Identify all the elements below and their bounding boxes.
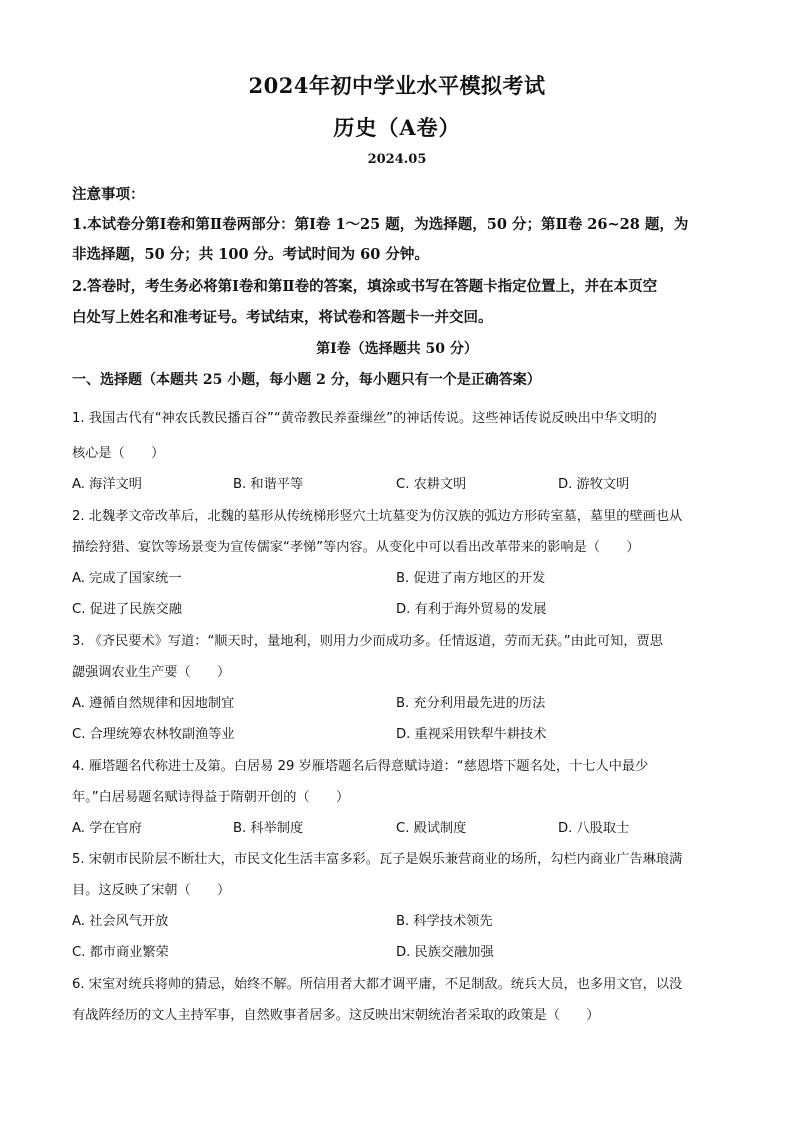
question-2-line-2: 描绘狩猎、宴饮等场景变为宣传儒家“孝悌”等内容。从变化中可以看出改革带来的影响是（ ） (72, 540, 640, 555)
question-4-option-b: B. 科举制度 (233, 821, 304, 836)
note-1-line-1: 1.本试卷分第Ⅰ卷和第Ⅱ卷两部分：第Ⅰ卷 1～25 题，为选择题，50 分；第Ⅱ卷 26~28 题，为 (72, 216, 689, 233)
note-2-line-1: 2.答卷时，考生务必将第Ⅰ卷和第Ⅱ卷的答案，填涂或书写在答题卡指定位置上，并在本页空 (72, 278, 658, 295)
question-3-line-1: 3. 《齐民要术》写道：“顺天时，量地利，则用力少而成功多。任情返道，劳而无获。”由此可知，贾思 (72, 634, 663, 649)
question-6-line-2: 有战阵经历的文人主持军事，自然败事者居多。这反映出宋朝统治者采取的政策是（ ） (72, 1008, 600, 1023)
question-3-line-2: 勰强调农业生产要（ ） (72, 665, 231, 680)
question-4-line-1: 4. 雁塔题名代称进士及第。白居易 29 岁雁塔题名后得意赋诗道：“慈恩塔下题名处，十七人中最少 (72, 759, 649, 774)
section-subtitle: 一、选择题（本题共 25 小题，每小题 2 分，每小题只有一个是正确答案） (72, 372, 541, 388)
question-3-option-c: C. 合理统筹农林牧副渔等业 (72, 727, 235, 742)
notes-heading: 注意事项： (72, 186, 145, 203)
question-5-option-a: A. 社会风气开放 (72, 914, 169, 929)
question-3-option-d: D. 重视采用铁犁牛耕技术 (396, 727, 547, 742)
question-2-option-d: D. 有利于海外贸易的发展 (396, 602, 547, 617)
question-3-option-a: A. 遵循自然规律和因地制宜 (72, 696, 235, 711)
question-3-option-b: B. 充分利用最先进的历法 (396, 696, 546, 711)
question-5-option-d: D. 民族交融加强 (396, 945, 494, 960)
question-4-option-d: D. 八股取士 (558, 821, 630, 836)
note-1-line-2: 非选择题，50 分；共 100 分。考试时间为 60 分钟。 (72, 246, 429, 263)
question-5-option-c: C. 都市商业繁荣 (72, 945, 169, 960)
section-title: 第Ⅰ卷（选择题共 50 分） (316, 341, 478, 357)
note-2-line-2: 白处写上姓名和准考证号。考试结束，将试卷和答题卡一并交回。 (72, 309, 493, 326)
question-5-line-1: 5. 宋朝市民阶层不断壮大，市民文化生活丰富多彩。瓦子是娱乐兼营商业的场所，勾栏内商业广告琳琅满 (72, 852, 683, 867)
question-2-option-a: A. 完成了国家统一 (72, 571, 182, 586)
question-1-option-b: B. 和谐平等 (233, 477, 304, 492)
question-1-line-2: 核心是（ ） (72, 446, 165, 461)
question-5-line-2: 目。这反映了宋朝（ ） (72, 883, 231, 898)
question-6-line-1: 6. 宋室对统兵将帅的猜忌，始终不解。所信用者大都才调平庸，不足制敌。统兵大员，也多用文官，以没 (72, 977, 683, 992)
question-2-option-c: C. 促进了民族交融 (72, 602, 182, 617)
question-4-option-a: A. 学在官府 (72, 821, 142, 836)
question-1-option-d: D. 游牧文明 (558, 477, 630, 492)
exam-subject: 历史（A卷） (333, 115, 461, 140)
question-2-option-b: B. 促进了南方地区的开发 (396, 571, 546, 586)
exam-title: 2024年初中学业水平模拟考试 (248, 73, 546, 98)
question-4-line-2: 年。”白居易题名赋诗得益于隋朝开创的（ ） (72, 790, 350, 805)
question-1-option-c: C. 农耕文明 (396, 477, 467, 492)
question-1-option-a: A. 海洋文明 (72, 477, 142, 492)
question-1-line-1: 1. 我国古代有“神农氏教民播百谷”“黄帝教民养蚕缫丝”的神话传说。这些神话传说反映出中华文明的 (72, 411, 657, 426)
question-4-option-c: C. 殿试制度 (396, 821, 467, 836)
exam-date: 2024.05 (367, 152, 427, 167)
question-5-option-b: B. 科学技术领先 (396, 914, 493, 929)
question-2-line-1: 2. 北魏孝文帝改革后，北魏的墓形从传统梯形竖穴土坑墓变为仿汉族的弧边方形砖室墓，墓里的壁画也从 (72, 509, 683, 524)
